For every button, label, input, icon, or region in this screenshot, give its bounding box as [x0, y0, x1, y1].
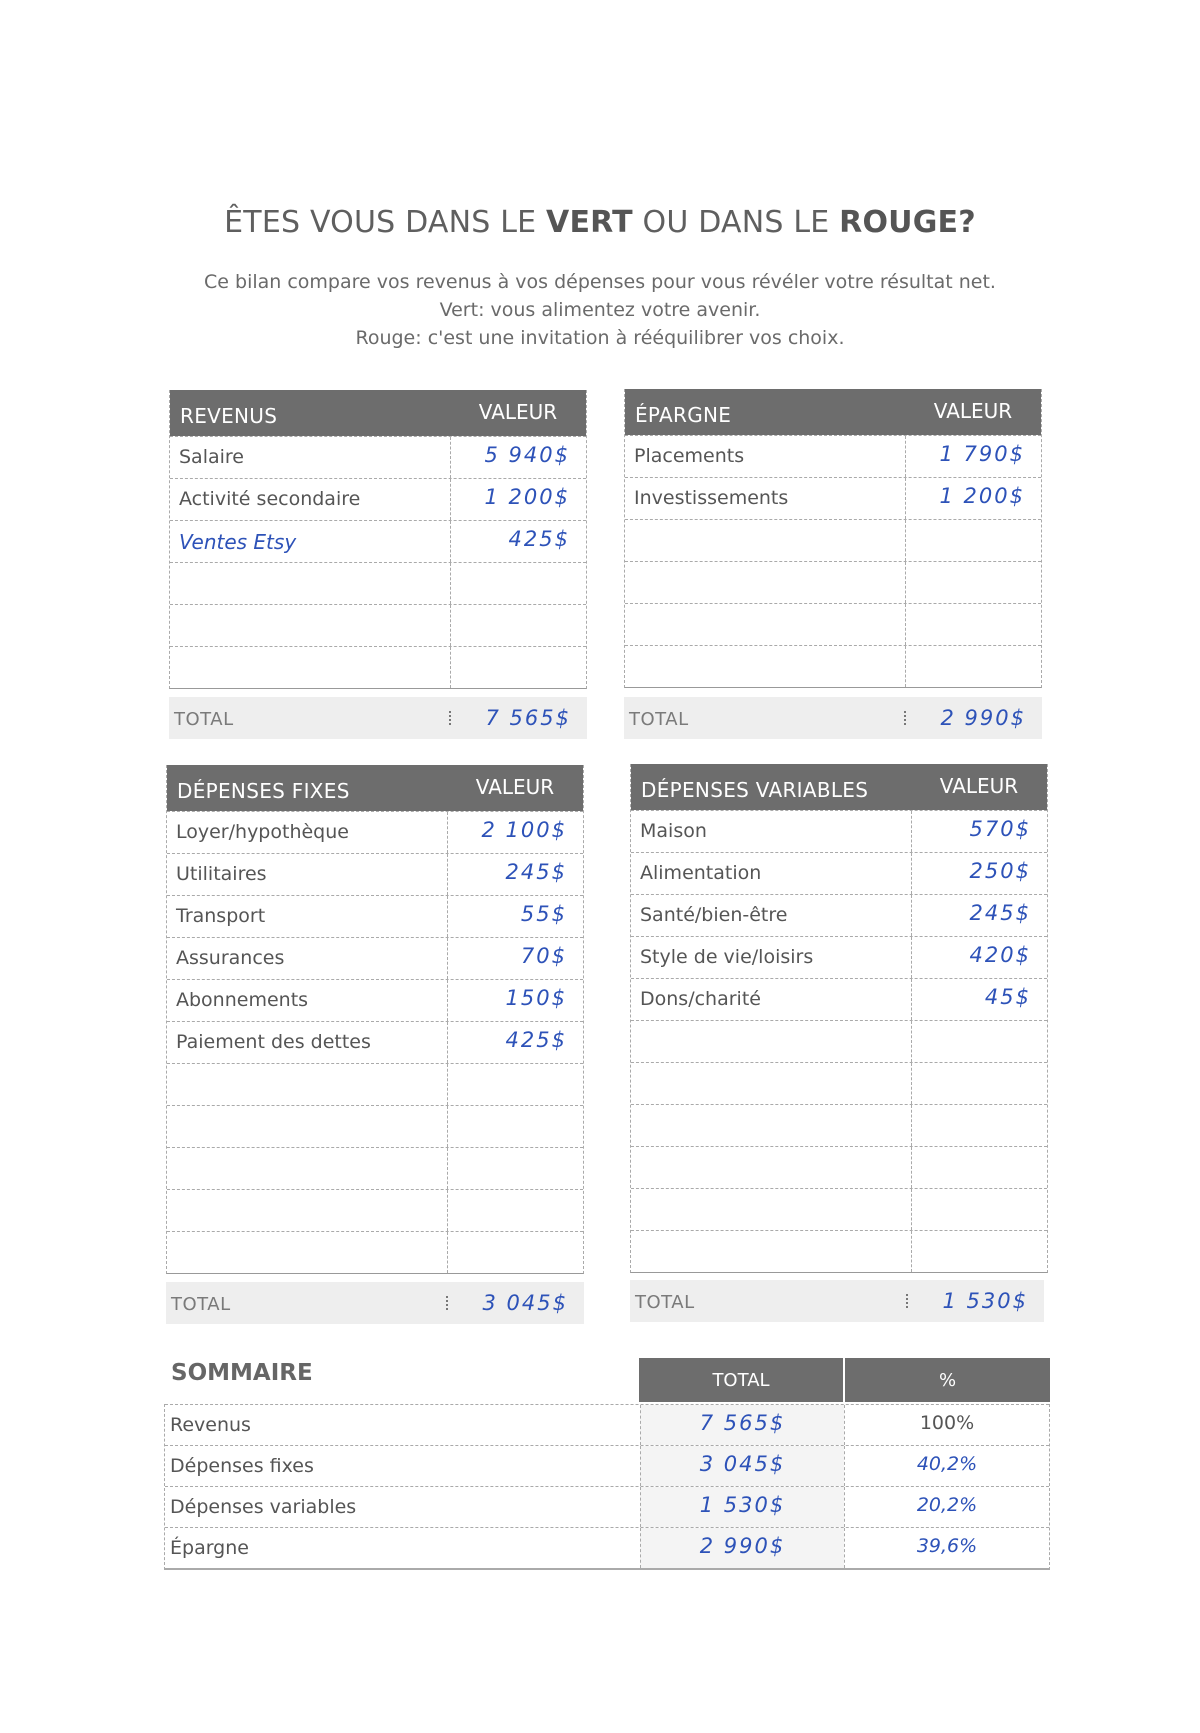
table-row: [170, 478, 586, 520]
total-label: TOTAL: [171, 1294, 231, 1315]
row-label: [170, 605, 450, 646]
table-row: [167, 811, 583, 853]
row-value: 245$: [447, 854, 583, 895]
table-row: [167, 1105, 583, 1147]
row-label: [167, 1232, 447, 1273]
sommaire-label: Dépenses fixes: [170, 1455, 314, 1477]
table-row: [167, 1189, 583, 1231]
total-value: 7 565$: [485, 706, 571, 730]
row-value: 5 940$: [450, 437, 586, 478]
row-label: [167, 1106, 447, 1147]
table-row: [631, 1230, 1047, 1272]
row-label: Santé/bien-être: [640, 904, 788, 926]
table-row: [625, 519, 1041, 561]
row-value: [905, 646, 1041, 687]
title-vert: VERT: [546, 205, 633, 240]
row-label: Paiement des dettes: [176, 1031, 371, 1053]
sommaire-pct: 20,2%: [844, 1487, 1049, 1527]
table-row: [170, 646, 586, 688]
row-value: [447, 1106, 583, 1147]
sommaire-row: [165, 1486, 1049, 1527]
table-row: [167, 937, 583, 979]
table-row: [625, 477, 1041, 519]
row-label: Activité secondaire: [179, 488, 361, 510]
row-value: [911, 1189, 1047, 1230]
sommaire-rows: [164, 1404, 1050, 1570]
row-value: 150$: [447, 980, 583, 1021]
row-label: [167, 1064, 447, 1105]
row-value: [447, 1148, 583, 1189]
row-label: [631, 1105, 911, 1146]
column-header-label: DÉPENSES VARIABLES: [641, 778, 869, 802]
table-row: [625, 645, 1041, 687]
row-value: [450, 647, 586, 688]
table-row: [631, 1020, 1047, 1062]
revenus-header-row: [170, 390, 586, 436]
table-row: [625, 435, 1041, 477]
table-row: [631, 1104, 1047, 1146]
table-row: [167, 895, 583, 937]
epargne-total-row: [624, 697, 1042, 739]
revenus-grid: [169, 390, 587, 689]
row-label: Abonnements: [176, 989, 309, 1011]
row-value: 45$: [911, 979, 1047, 1020]
depenses_fixes-grid: [166, 765, 584, 1274]
sommaire-total: 3 045$: [640, 1446, 844, 1486]
depenses_variables-total-row: [630, 1280, 1044, 1322]
revenus-total-row: [169, 697, 587, 739]
row-label: [631, 1021, 911, 1062]
row-label: Salaire: [179, 446, 244, 468]
row-label: Utilitaires: [176, 863, 267, 885]
row-value: 1 200$: [905, 478, 1041, 519]
sommaire-row: [165, 1527, 1049, 1568]
table-row: [631, 810, 1047, 852]
sommaire-row: [165, 1404, 1049, 1445]
total-value: 1 530$: [942, 1289, 1028, 1313]
table-row: [631, 852, 1047, 894]
row-value: [450, 605, 586, 646]
row-label: Placements: [634, 445, 745, 467]
row-value: [905, 562, 1041, 603]
row-label: Style de vie/loisirs: [640, 946, 814, 968]
row-value: 570$: [911, 811, 1047, 852]
page-title: ÊTES VOUS DANS LE VERT OU DANS LE ROUGE?: [224, 205, 976, 240]
row-label: [631, 1147, 911, 1188]
sommaire-total: 7 565$: [640, 1405, 844, 1445]
table-row: [631, 936, 1047, 978]
column-header-value: VALEUR: [939, 774, 1019, 798]
depenses_fixes-header-row: [167, 765, 583, 811]
row-value: 425$: [450, 521, 586, 562]
table-row: [631, 894, 1047, 936]
sommaire-header: [639, 1358, 1050, 1402]
sommaire-label: Épargne: [170, 1537, 249, 1559]
row-value: [911, 1063, 1047, 1104]
table-row: [170, 562, 586, 604]
highlighted-label: Ventes Etsy: [179, 530, 297, 554]
row-value: 70$: [447, 938, 583, 979]
row-value: 245$: [911, 895, 1047, 936]
sommaire-total: 1 530$: [640, 1487, 844, 1527]
row-value: 2 100$: [447, 812, 583, 853]
column-header-label: REVENUS: [180, 404, 278, 428]
row-label: [167, 1190, 447, 1231]
epargne-grid: [624, 389, 1042, 688]
table-row: [170, 604, 586, 646]
row-label: [170, 563, 450, 604]
table-row: [167, 1231, 583, 1273]
table-row: [631, 1188, 1047, 1230]
sommaire-pct: 40,2%: [844, 1446, 1049, 1486]
row-value: [450, 563, 586, 604]
row-label: Transport: [176, 905, 266, 927]
row-label: [170, 647, 450, 688]
sommaire-title: SOMMAIRE: [171, 1360, 313, 1386]
row-label: [625, 646, 905, 687]
row-label: [631, 1063, 911, 1104]
sommaire-pct: 100%: [844, 1405, 1049, 1445]
title-rouge: ROUGE?: [839, 205, 976, 240]
sommaire-label: Revenus: [170, 1414, 251, 1436]
table-row: [167, 979, 583, 1021]
total-value: 2 990$: [940, 706, 1026, 730]
sommaire-row: [165, 1445, 1049, 1486]
row-value: [447, 1064, 583, 1105]
total-label: TOTAL: [174, 709, 234, 730]
table-row: [631, 1146, 1047, 1188]
row-value: 55$: [447, 896, 583, 937]
row-label: Dons/charité: [640, 988, 761, 1010]
table-row: [167, 853, 583, 895]
row-value: 425$: [447, 1022, 583, 1063]
table-row: [631, 978, 1047, 1020]
table-row: [625, 561, 1041, 603]
column-header-label: ÉPARGNE: [635, 403, 732, 427]
table-row: [631, 1062, 1047, 1104]
row-label: [170, 521, 450, 562]
row-label: [625, 562, 905, 603]
row-label: [167, 1148, 447, 1189]
row-value: [905, 520, 1041, 561]
row-value: [911, 1105, 1047, 1146]
column-header-value: VALEUR: [933, 399, 1013, 423]
row-value: [905, 604, 1041, 645]
column-header-value: VALEUR: [478, 400, 558, 424]
row-value: [911, 1231, 1047, 1272]
row-value: [911, 1021, 1047, 1062]
row-value: 420$: [911, 937, 1047, 978]
column-header-label: DÉPENSES FIXES: [177, 779, 350, 803]
table-row: [167, 1021, 583, 1063]
total-label: TOTAL: [629, 709, 689, 730]
row-label: Maison: [640, 820, 707, 842]
table-row: [167, 1063, 583, 1105]
sommaire-pct: 39,6%: [844, 1528, 1049, 1568]
epargne-header-row: [625, 389, 1041, 435]
row-label: Loyer/hypothèque: [176, 821, 349, 843]
column-header-value: VALEUR: [475, 775, 555, 799]
table-row: [167, 1147, 583, 1189]
sommaire-col-total: TOTAL: [639, 1358, 843, 1402]
row-value: [911, 1147, 1047, 1188]
table-row: [170, 436, 586, 478]
row-label: Alimentation: [640, 862, 762, 884]
row-label: Assurances: [176, 947, 285, 969]
total-value: 3 045$: [482, 1291, 568, 1315]
total-label: TOTAL: [635, 1292, 695, 1313]
row-label: [631, 1231, 911, 1272]
sommaire-total: 2 990$: [640, 1528, 844, 1568]
row-label: [625, 604, 905, 645]
depenses_fixes-total-row: [166, 1282, 584, 1324]
table-row: [625, 603, 1041, 645]
row-label: Investissements: [634, 487, 789, 509]
intro-text: Ce bilan compare vos revenus à vos dépenses pour vous révéler votre résultat net. Vert: vous alimentez votre avenir. Rouge: c'est une invitation à rééquilibrer vos choix.: [204, 271, 996, 349]
depenses_variables-grid: [630, 764, 1048, 1273]
sommaire-col-pct: %: [845, 1358, 1050, 1402]
sommaire-label: Dépenses variables: [170, 1496, 357, 1518]
row-label: [625, 520, 905, 561]
row-value: [447, 1190, 583, 1231]
table-row: [170, 520, 586, 562]
row-value: 250$: [911, 853, 1047, 894]
depenses_variables-header-row: [631, 764, 1047, 810]
row-label: [631, 1189, 911, 1230]
row-value: [447, 1232, 583, 1273]
row-value: 1 200$: [450, 479, 586, 520]
row-value: 1 790$: [905, 436, 1041, 477]
